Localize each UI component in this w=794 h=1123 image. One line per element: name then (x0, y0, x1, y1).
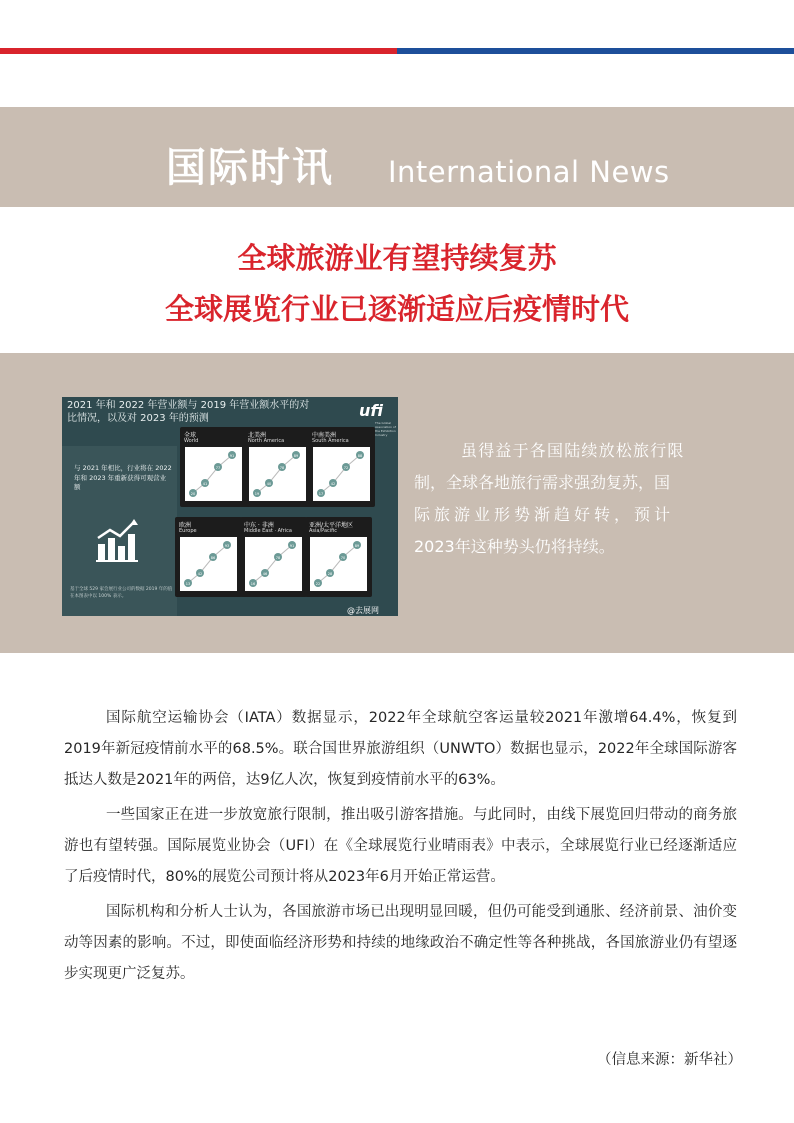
point-label: 91 (289, 544, 295, 548)
point-label: 88 (357, 454, 363, 458)
ufi-logo: ufi (359, 401, 383, 420)
bar-chart-icon (94, 518, 140, 564)
region-label-cn: 全球 (184, 432, 197, 439)
region-panel-south-america (308, 427, 375, 507)
point-label: 91 (229, 454, 235, 458)
region-label-cn: 欧洲 (179, 522, 192, 529)
region-panel-asia-pacific (305, 517, 372, 597)
point-label: 13 (185, 582, 191, 586)
region-label-en: North America (248, 438, 285, 444)
point-label: 28 (327, 572, 333, 576)
point-label: 77 (215, 466, 221, 470)
region-trend-chart (180, 537, 237, 591)
region-label-cn: 亚洲/太平洋地区 (309, 522, 354, 529)
infographic-note: 与 2021 年相比，行业将在 2022 年和 2023 年重新获得可观营业额 (74, 464, 172, 491)
body-paragraph: 一些国家正在进一步放宽旅行限制，推出吸引游客措施。与此同时，由线下展览回归带动的商务旅游也有望转强。国际展览业协会（UFI）在《全球展览行业晴雨表》中表示，全球展览行业已经逐渐适应了后疫情时代，80%的展览公司预计将从2023年6月开始正常运营。 (64, 807, 737, 885)
region-label-cn: 中南美洲 (312, 432, 337, 439)
body-paragraph: 国际航空运输协会（IATA）数据显示，2022年全球航空客运量较2021年激增64.4%，恢复到2019年新冠疫情前水平的68.5%。联合国世界旅游组织（UNWTO）数据也显示，2022年全球国际游客抵达人数是2021年的两倍，达9亿人次，恢复到疫情前水平的63%。 (64, 710, 737, 788)
point-label: 42 (197, 572, 203, 576)
point-label: 89 (354, 544, 360, 548)
region-label-en: Europe (179, 528, 197, 534)
feature-line: 际旅游业形势渐趋好转，预计 (414, 505, 675, 524)
point-label: 22 (315, 582, 321, 586)
point-label: 46 (262, 572, 268, 576)
region-trend-chart (313, 447, 370, 501)
region-panel-middle-east-africa (240, 517, 307, 597)
region-label-en: World (184, 438, 199, 444)
point-label: 93 (224, 544, 230, 548)
region-trend-chart (245, 537, 302, 591)
region-label-en: South America (312, 438, 349, 444)
source-attribution: （信息来源：新华社） (597, 1052, 742, 1068)
region-label-cn: 中东 · 非洲 (244, 522, 274, 529)
region-panel-north-america (244, 427, 311, 507)
region-label-en: Asia/Pacific (309, 528, 338, 534)
point-label: 70 (340, 556, 346, 560)
point-label: 78 (275, 556, 281, 560)
point-label: 89 (293, 454, 299, 458)
point-label: 19 (254, 492, 260, 496)
point-label: 42 (330, 482, 336, 486)
point-label: 72 (343, 466, 349, 470)
top-rule-red (0, 48, 397, 54)
headline-line-2: 全球展览行业已逐渐适应后疫情时代 (164, 292, 629, 326)
feature-line: 制，全球各地旅行需求强劲复苏，国 (414, 473, 671, 492)
body-paragraph: 国际机构和分析人士认为，各国旅游市场已出现明显回暖，但仍可能受到通胀、经济前景、油价变动等因素的影响。不过，即使面临经济形势和持续的地缘政治不确定性等各种挑战，各国旅游业仍有望逐步实现更广泛复苏。 (64, 904, 737, 982)
region-label-en: Middle East · Africa (244, 528, 292, 534)
section-title-en: International News (388, 155, 670, 189)
top-color-rule (0, 48, 794, 54)
infographic-title: 2021 年和 2022 年营业额与 2019 年营业额水平的对比情况，以及对 2023 年的预测 (67, 400, 310, 424)
point-label: 41 (202, 482, 208, 486)
infographic-image (62, 397, 398, 616)
point-label: 17 (318, 492, 324, 496)
point-label: 16 (250, 582, 256, 586)
region-trend-chart (185, 447, 242, 501)
region-panel-europe (175, 517, 242, 597)
point-label: 78 (279, 466, 285, 470)
feature-line: 2023年这种势头仍将持续。 (414, 537, 615, 556)
point-label: 20 (190, 492, 196, 496)
ufi-logo-subtitle: The Global Association of the Exhibition Industry (375, 421, 396, 437)
point-label: 86 (210, 556, 216, 560)
infographic-side-panel (62, 446, 177, 616)
infographic-source-watermark: @去展网 (347, 606, 379, 615)
point-label: 40 (266, 482, 272, 486)
region-trend-chart (249, 447, 306, 501)
article-body (64, 703, 737, 994)
infographic-footnote: 基于全球 529 家会展行业公司的数据 2019 年的值在本图表中以 100% 表示。 (70, 587, 173, 599)
region-trend-chart (310, 537, 367, 591)
top-rule-blue (397, 48, 794, 54)
headline-line-1: 全球旅游业有望持续复苏 (237, 241, 557, 275)
feature-summary (414, 435, 734, 563)
section-title-cn: 国际时讯 (166, 145, 334, 191)
region-panel-world (180, 427, 247, 507)
region-label-cn: 北美洲 (248, 432, 267, 439)
feature-line: 虽得益于各国陆续放松旅行限 (461, 441, 685, 460)
